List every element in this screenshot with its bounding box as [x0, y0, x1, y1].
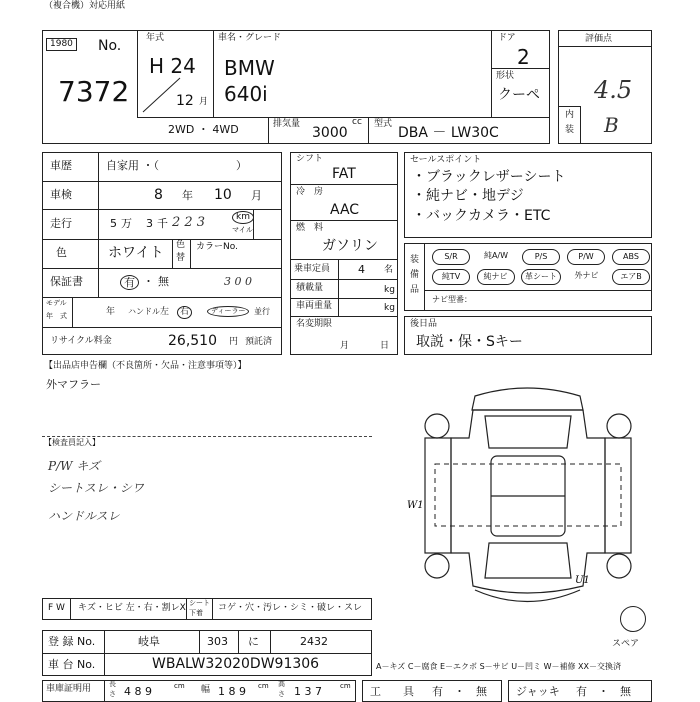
equip-sr: S/R: [432, 249, 470, 265]
inspector-line-3: ハンドルスレ: [48, 509, 120, 523]
inspector-line-1: P/W キズ: [48, 459, 101, 473]
inspection-year: 8: [154, 187, 163, 203]
mileage-unit-km: km: [232, 211, 254, 224]
doors-value: 2: [517, 45, 530, 69]
equip-leather: 革シート: [521, 269, 561, 285]
dim-cm-1: cm: [174, 682, 185, 690]
fw-text: キズ・ヒビ 左・右・割レX: [78, 603, 186, 613]
spare-icon: [620, 606, 646, 632]
color-change-2: 替: [176, 253, 186, 263]
score-value: 4.5: [594, 76, 633, 104]
model-year-unit: 年: [106, 307, 116, 317]
displacement-value: 3000: [312, 125, 348, 141]
mileage-label: 走行: [50, 217, 72, 230]
color-value: ホワイト: [108, 245, 164, 261]
year-month-unit: 月: [199, 97, 209, 107]
type-label: 型式: [374, 119, 393, 129]
mileage-1k: 3: [146, 217, 153, 230]
dim-l-2: さ: [109, 690, 116, 698]
handle-right: 右: [177, 306, 192, 319]
equip-navi: 純ナビ: [477, 269, 515, 285]
dim-height: 1 3 7: [294, 685, 322, 698]
recycle-deposit: 預託済: [245, 337, 273, 347]
title-change-month: 月: [340, 341, 350, 351]
shape-label: 形状: [496, 71, 515, 81]
equip-tv: 純TV: [432, 269, 470, 285]
navi-model-label: ナビ型番：: [432, 295, 472, 304]
import-label: 並行: [254, 307, 270, 316]
inspector-line-2: シートスレ・シワ: [48, 481, 144, 495]
model-year-label-1: モデル: [46, 299, 67, 307]
mileage-handwritten: 2 2 3: [172, 215, 206, 230]
warranty-sep: ・: [143, 275, 154, 288]
dim-cm-2: cm: [258, 682, 269, 690]
dim-cm-3: cm: [340, 682, 351, 690]
reg-label: 登 録 No.: [48, 635, 96, 648]
weight-unit: kg: [384, 303, 395, 313]
equipment-row-2: [432, 269, 650, 285]
after-delivery-value: 取説・保・Sキー: [416, 334, 523, 350]
car-diagram: [405, 378, 650, 623]
equip-pw: P/W: [567, 249, 605, 265]
warranty-note: 3 0 0: [224, 275, 252, 288]
garage-label: 車庫証明用: [46, 684, 92, 694]
dim-h-1: 高: [278, 680, 285, 688]
tools-value: 有 ・ 無: [432, 685, 487, 698]
after-delivery-label: 後日品: [410, 319, 438, 329]
handle-label: ハンドル: [128, 307, 160, 316]
dim-h-2: さ: [278, 690, 285, 698]
equip-ext-navi: 外ナビ: [574, 271, 599, 280]
model-year-label-2: 年 式: [46, 312, 67, 320]
warranty-label: 保証書: [50, 275, 83, 288]
mileage-10k-unit: 万: [121, 217, 132, 230]
jack-value: 有 ・ 無: [576, 685, 631, 698]
reg-kana: に: [248, 635, 259, 648]
sales-point-2: ・純ナビ・地デジ: [412, 188, 524, 204]
sales-point-1: ・ブラックレザーシート: [412, 169, 566, 185]
equip-aw: 純A/W: [483, 251, 509, 260]
color-no-label: カラーNo.: [196, 242, 238, 252]
fuel-label: 燃 料: [296, 223, 324, 233]
mark-right: U1: [575, 575, 590, 586]
inspection-year-unit: 年: [182, 189, 193, 202]
load-unit: kg: [384, 285, 395, 295]
history-label: 車歴: [50, 159, 72, 172]
capacity-label: 乗車定員: [294, 264, 331, 274]
interior-value: B: [604, 113, 619, 137]
lot-stamp: 1980: [46, 38, 77, 51]
vin-label: 車 台 No.: [48, 658, 96, 671]
equip-ps: P/S: [522, 249, 560, 265]
reg-place: 岐阜: [138, 635, 160, 648]
interior-label-1: 内: [565, 110, 575, 120]
model-grade: 640i: [224, 82, 268, 106]
fuel-value: ガソリン: [322, 238, 378, 254]
jack-label: ジャッキ: [516, 685, 560, 698]
equipment-label-1: 装: [410, 255, 420, 265]
displacement-unit: cc: [352, 117, 362, 127]
dealer-notes-label: 【出品店申告欄（不良箇所・欠品・注意事項等）】: [44, 361, 247, 371]
title-change-day: 日: [380, 341, 390, 351]
weight-label: 車両重量: [296, 301, 333, 311]
header-note: （複合機）対応用紙: [44, 1, 126, 11]
lot-number: 7372: [58, 75, 130, 108]
equip-airbag: エアB: [612, 269, 650, 285]
model-label: 車名・グレード: [218, 33, 282, 43]
ac-value: AAC: [330, 202, 360, 218]
inspection-month-unit: 月: [251, 189, 262, 202]
equipment-row-1: [432, 249, 650, 265]
dealer-label: ディーラー: [207, 306, 249, 317]
displacement-label: 排気量: [273, 119, 301, 129]
dim-l-1: 長: [109, 680, 116, 688]
inspection-label: 車検: [50, 188, 72, 201]
mark-left: W1: [407, 500, 424, 511]
dim-w: 幅: [201, 685, 211, 695]
capacity-value: 4: [358, 263, 365, 276]
mileage-unit-mile: マイル: [232, 226, 253, 234]
equipment-label-2: 備: [410, 270, 420, 280]
reg-class: 303: [207, 635, 228, 648]
warranty-yes: 有: [120, 275, 139, 290]
dim-width: 1 8 9: [218, 685, 246, 698]
ac-label: 冷 房: [296, 187, 324, 197]
fw-label: F W: [48, 603, 65, 613]
sales-point-3: ・バックカメラ・ETC: [412, 208, 551, 224]
seat-label-2: 下着: [189, 609, 203, 617]
reg-number: 2432: [300, 635, 328, 648]
vin-value: WBALW32020DW91306: [152, 656, 320, 672]
equipment-label-3: 品: [410, 285, 420, 295]
dealer-notes-value: 外マフラー: [46, 378, 101, 391]
recycle-label: リサイクル料金: [50, 336, 112, 346]
title-change-label: 名変期限: [296, 319, 333, 329]
inspection-month: 10: [214, 187, 232, 203]
handle-left: 左: [160, 307, 170, 317]
inspector-label: 【検査員記入】: [44, 438, 100, 447]
drive-value: 2WD ・ 4WD: [168, 123, 239, 136]
seat-label-1: シート: [189, 599, 210, 607]
warranty-no: 無: [158, 275, 169, 288]
damage-legend: A－キズ C－腐食 E－エクボ S－サビ U－凹ミ W－補修 XX－交換済: [376, 662, 622, 671]
shift-value: FAT: [332, 166, 356, 182]
color-change-1: 色: [176, 240, 186, 250]
history-value: 自家用 ・（ ）: [106, 159, 247, 172]
year-month: 12: [176, 93, 194, 109]
seat-text: コゲ・穴・汚レ・シミ・破レ・スレ: [218, 603, 363, 613]
spare-label: スペア: [612, 639, 640, 649]
capacity-unit: 名: [384, 265, 394, 275]
score-label: 評価点: [585, 34, 613, 44]
model-make: BMW: [224, 56, 275, 80]
equip-abs: ABS: [612, 249, 650, 265]
year-label: 年式: [146, 33, 165, 43]
doors-label: ドア: [498, 33, 516, 43]
load-label: 積載量: [296, 283, 324, 293]
year-value: H 24: [149, 54, 196, 78]
tools-label: 工 具: [370, 685, 414, 698]
mileage-10k: 5: [110, 217, 117, 230]
shape-value: クーペ: [498, 87, 540, 103]
interior-label-2: 装: [565, 125, 575, 135]
color-label: 色: [56, 246, 67, 259]
recycle-value: 26,510: [168, 333, 217, 349]
mileage-1k-unit: 千: [157, 217, 168, 230]
sales-points-label: セールスポイント: [410, 155, 482, 165]
lot-label: No.: [98, 38, 122, 54]
type-value: DBA － LW30C: [398, 125, 499, 141]
shift-label: シフト: [296, 154, 324, 164]
dim-length: 4 8 9: [124, 685, 152, 698]
recycle-unit: 円: [229, 337, 239, 347]
